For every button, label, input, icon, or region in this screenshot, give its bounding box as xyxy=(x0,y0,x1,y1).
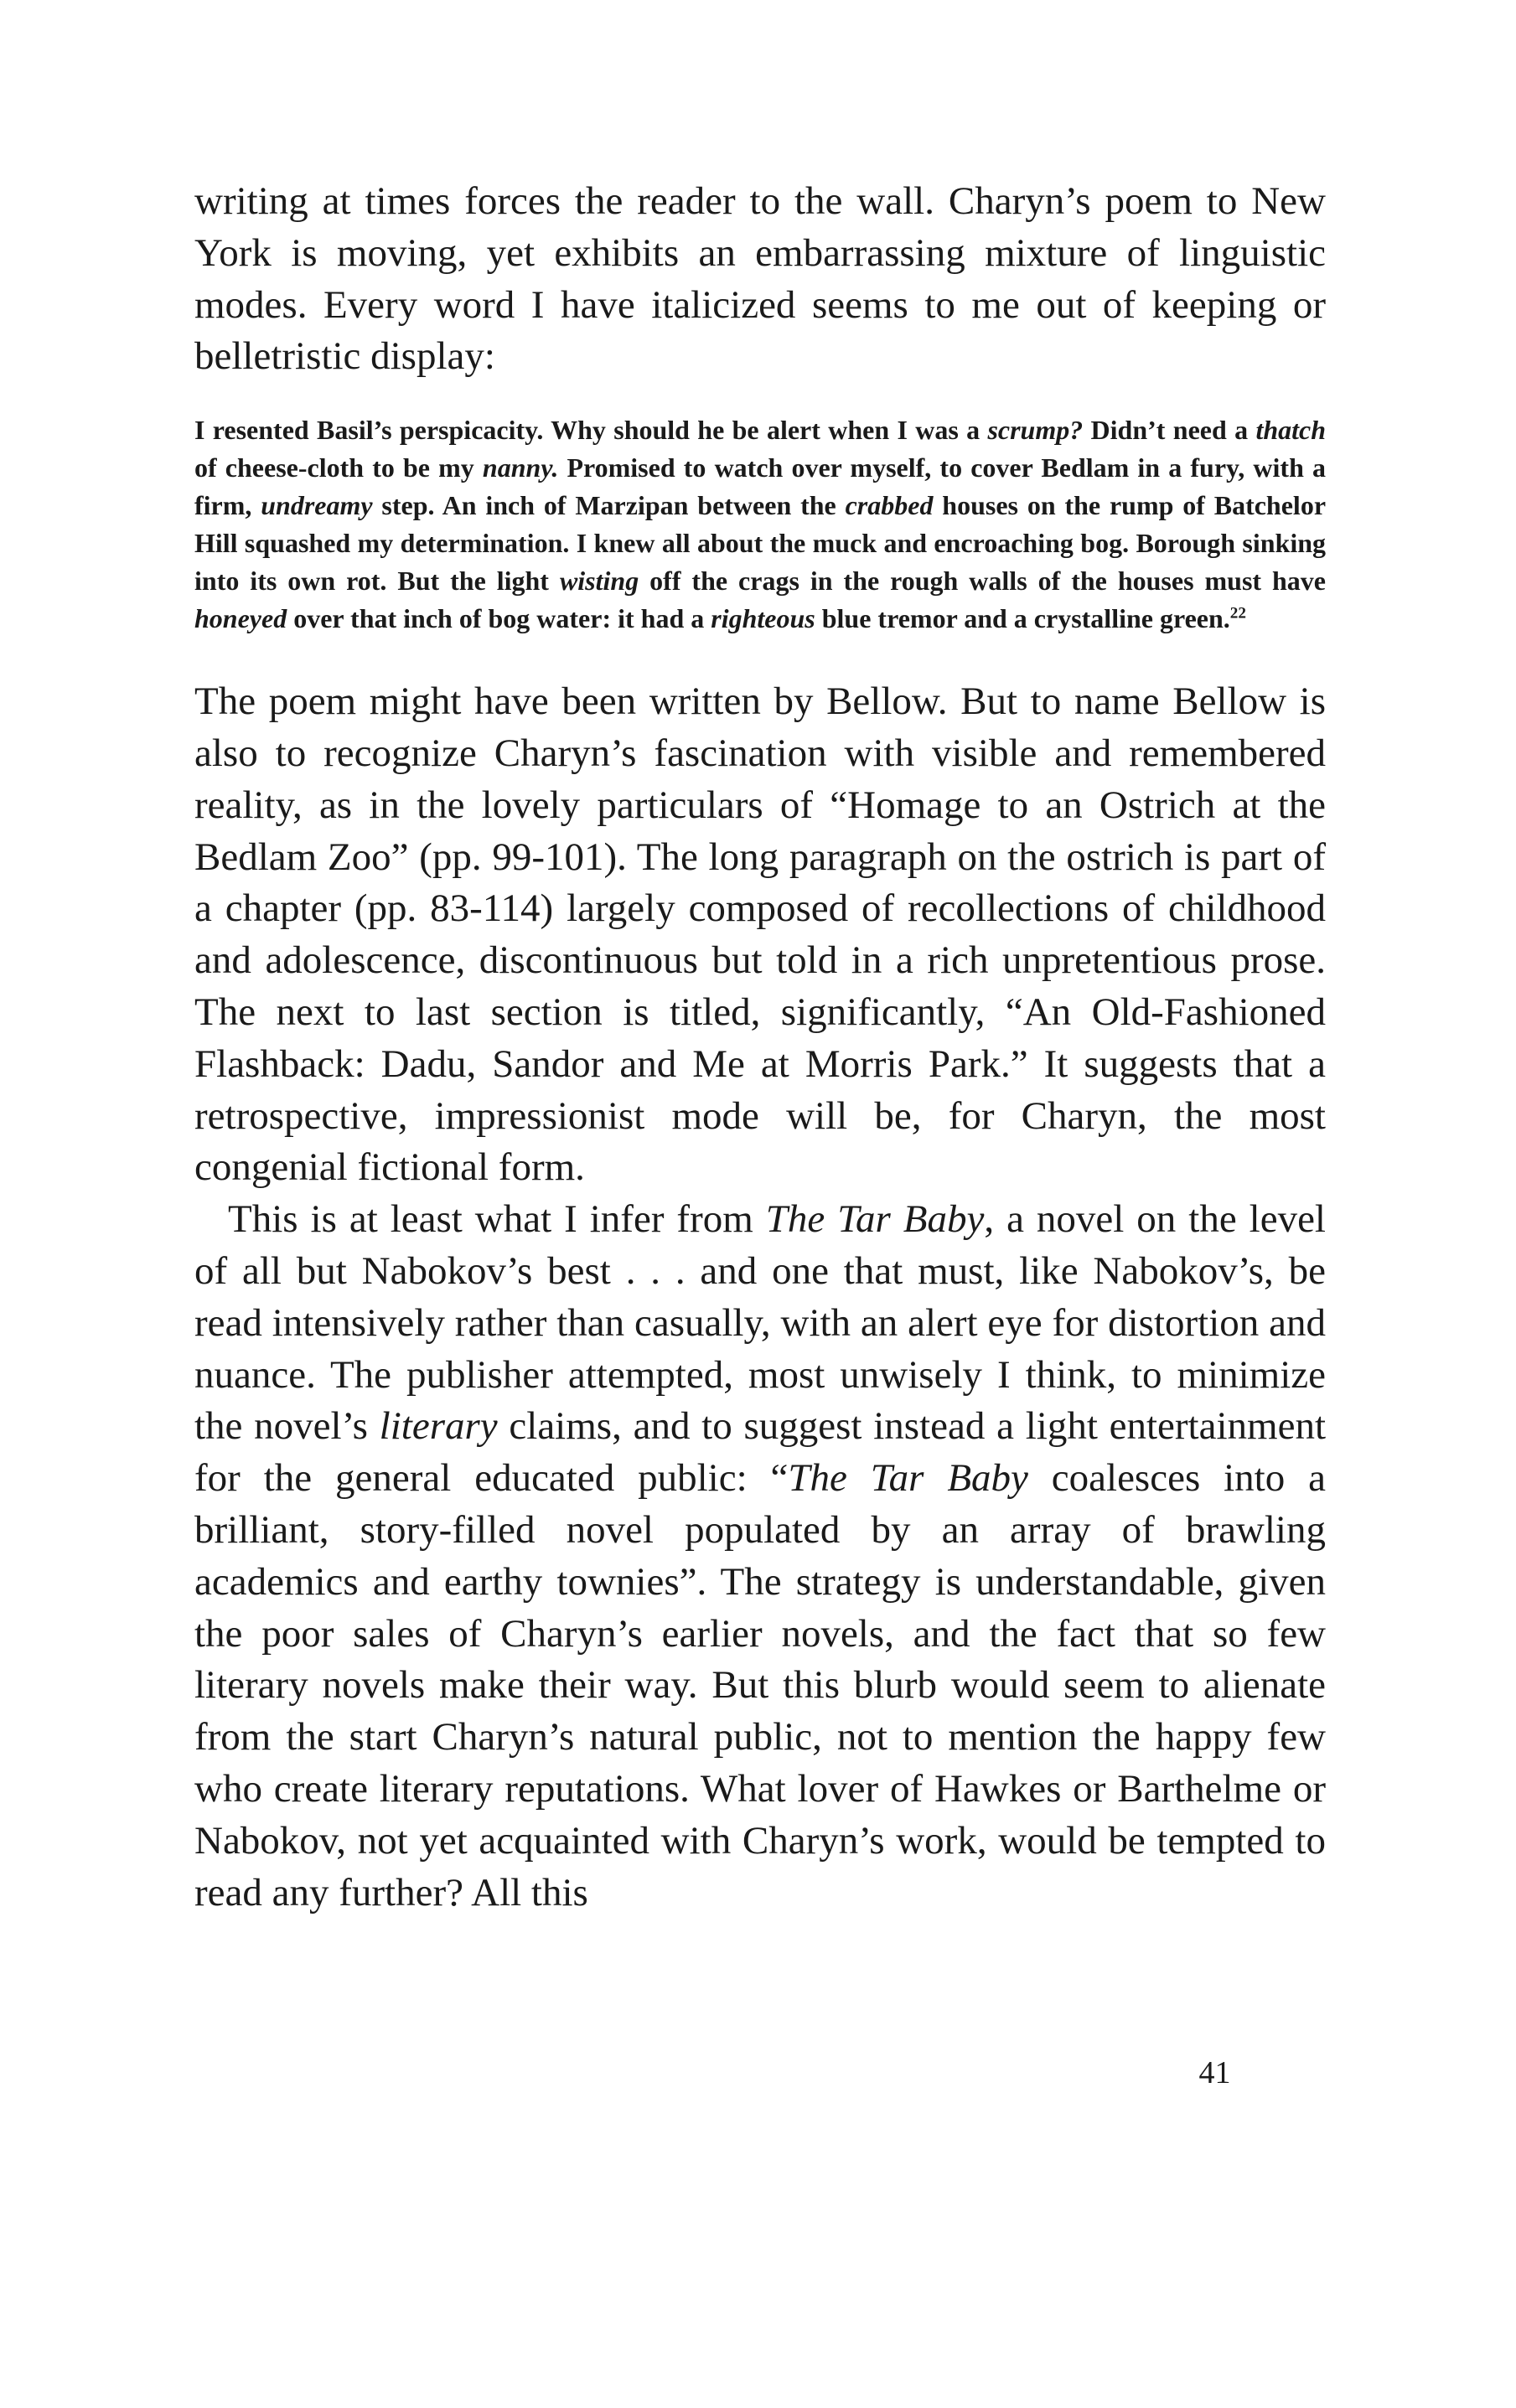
paragraph-text: This is at least what I infer from xyxy=(228,1197,766,1242)
quote-text: Promised to watch over myself, to cover Bedlam in a fury, with a firm, xyxy=(194,452,1327,521)
paragraph-opening: writing at times forces the reader to the wall. Charyn’s poem to New York is moving, yet exhibits an embarrassing mixture of linguistic modes. Every word I have italicized seems to me out of keeping or belletristic display: xyxy=(194,179,1326,379)
paragraph-bellow: The poem might have been written by Bellow. But to name Bellow is also to recognize Charyn’s fascination with visible and remembered reality, as in the lovely particulars of “Homage to an Ostrich at the Bedlam Zoo” (pp. 99-101). The long paragraph on the ostrich is part of a chapter (pp. 83-114) largely composed of recollections of childhood and adolescence, discontinuous but told in a rich unpretentious prose. The next to last section is titled, significantly, “An Old-Fashioned Flashback: Dadu, Sandor and Me at Morris Park.” It suggests that a retrospective, impressionist mode will be, for Charyn, the most congenial fictional form. xyxy=(194,680,1326,1190)
quote-italic-word: scrump? xyxy=(987,415,1084,446)
paragraph-text: claims, and to suggest instead a light entertainment for the general educated public: “ xyxy=(194,1404,1326,1501)
quote-text: of cheese-cloth to be my xyxy=(194,452,483,483)
quote-text: I resented Basil’s perspicacity. Why should he be alert when I was a xyxy=(194,415,988,446)
book-title-italic: The Tar Baby xyxy=(788,1456,1028,1501)
quote-italic-word: righteous xyxy=(711,603,815,634)
quote-italic-word: crabbed xyxy=(845,490,934,521)
paragraph-text: , a novel on the level of all but Nabokov’s best . . . and one that must, like Nabokov’s, be read intensively rather than casually, with an alert eye for distortion and nuance. The publisher attempted, most unwisely I think, to minimize the novel’s xyxy=(194,1197,1326,1449)
paragraph-tar-baby xyxy=(194,1194,1326,1919)
quote-text: houses on the rump of Batchelor Hill squashed my determination. I knew all about the muck and encroaching bog. Borough sinking into its own rot. But the light xyxy=(194,490,1327,597)
quote-text: Didn’t need a xyxy=(1083,415,1256,446)
page-content xyxy=(194,176,1326,1919)
quote-text: off the crags in the rough walls of the houses must have xyxy=(639,566,1327,597)
quote-text: blue tremor and a crystalline green. xyxy=(815,603,1230,634)
emphasis-italic: literary xyxy=(379,1404,498,1449)
book-title-italic: The Tar Baby xyxy=(765,1197,985,1242)
quote-italic-word: honeyed xyxy=(194,603,287,634)
quote-text: step. An inch of Marzipan between the xyxy=(372,490,846,521)
quote-italic-word: undreamy xyxy=(261,490,373,521)
quote-italic-word: wisting xyxy=(559,566,639,597)
page-number xyxy=(0,2054,1516,2091)
block-quotation xyxy=(194,411,1326,638)
page-number-text: 41 xyxy=(1198,2055,1231,2090)
paragraph-text: coalesces into a brilliant, story-filled novel populated by an array of brawling academics and earthy townies”. The strategy is understandable, given the poor sales of Charyn’s earlier novels, and the fact that so few literary novels make their way. But this blurb would seem to alienate from the start Charyn’s natural public, not to mention the happy few who create literary reputations. What lover of Hawkes or Barthelme or Nabokov, not yet acquainted with Charyn’s work, would be tempted to read any further? All this xyxy=(194,1456,1327,1915)
quote-italic-word: nanny. xyxy=(482,452,559,483)
quote-italic-word: thatch xyxy=(1255,415,1327,446)
quote-text: over that inch of bog water: it had a xyxy=(287,603,711,634)
footnote-reference: 22 xyxy=(1229,604,1246,623)
